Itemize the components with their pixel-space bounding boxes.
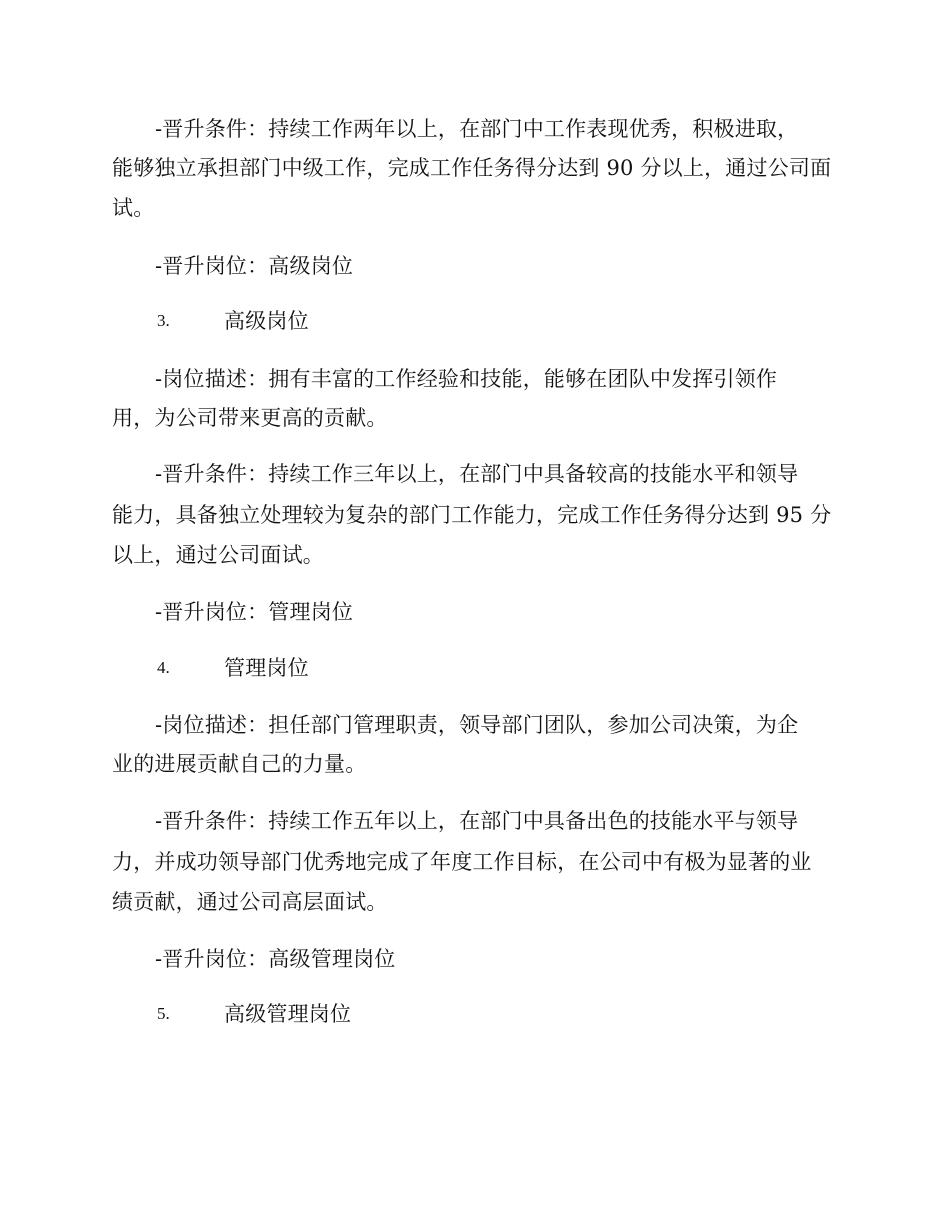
list-number: 3.: [157, 311, 170, 330]
paragraph-line: 用，为公司带来更高的贡献。: [112, 406, 388, 430]
list-number: 4.: [157, 658, 170, 677]
paragraph-line: 力，并成功领导部门优秀地完成了年度工作目标，在公司中有极为显著的业: [112, 850, 812, 874]
promotion-position-paragraph: -晋升岗位：高级岗位: [155, 254, 354, 278]
list-heading: 管理岗位: [224, 656, 309, 680]
paragraph-line: -晋升条件：持续工作五年以上，在部门中具备出色的技能水平与领导: [155, 809, 799, 833]
paragraph-line: -岗位描述：担任部门管理职责，领导部门团队，参加公司决策，为企: [155, 713, 799, 737]
paragraph-line: 业的进展贡献自己的力量。: [112, 752, 367, 776]
paragraph-line: 绩贡献，通过公司高层面试。: [112, 890, 388, 914]
promotion-position-paragraph: -晋升岗位：高级管理岗位: [155, 947, 396, 971]
list-number: 5.: [157, 1004, 170, 1023]
promotion-position-paragraph: -晋升岗位：管理岗位: [155, 600, 354, 624]
paragraph-line: 能够独立承担部门中级工作，完成工作任务得分达到 90 分以上，通过公司面: [112, 156, 832, 180]
paragraph-line: -晋升条件：持续工作三年以上，在部门中具备较高的技能水平和领导: [155, 462, 799, 486]
paragraph-line: 以上，通过公司面试。: [112, 543, 324, 567]
list-heading: 高级管理岗位: [224, 1002, 352, 1026]
paragraph-line: -岗位描述：拥有丰富的工作经验和技能，能够在团队中发挥引领作: [155, 367, 778, 391]
paragraph-line: 能力，具备独立处理较为复杂的部门工作能力，完成工作任务得分达到 95 分: [112, 503, 832, 527]
paragraph-line: 试。: [112, 196, 155, 220]
paragraph-line: -晋升条件：持续工作两年以上，在部门中工作表现优秀，积极进取，: [155, 117, 799, 141]
list-heading: 高级岗位: [224, 309, 309, 333]
